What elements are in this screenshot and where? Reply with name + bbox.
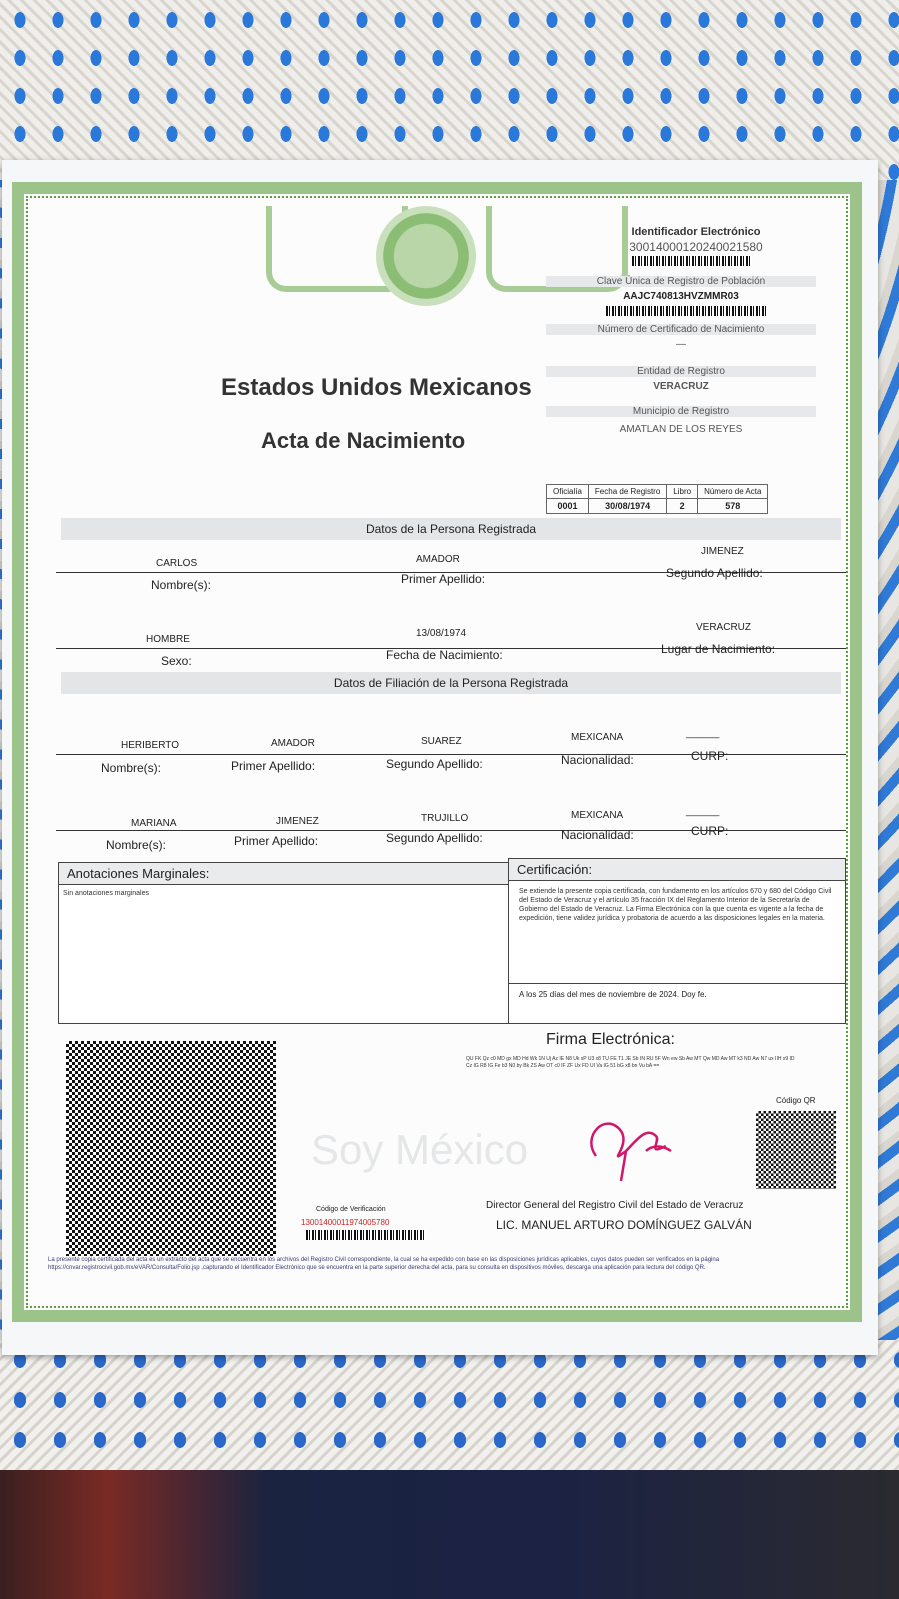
registro-table [546, 484, 768, 514]
padre-nacionalidad-label: Nacionalidad: [561, 753, 634, 767]
filiacion-section-title: Datos de Filiación de la Persona Registrada [61, 672, 841, 694]
footer-note: La presente copia certificada del acta es un extracto del acta que se encuentra en los archivos del Registro Civil correspondiente, la cual se ha expedido con base en las disposiciones jurídicas aplicables, cuyos datos pueden ser verificados en la página https://cnvar.registrocivil.gob.mx/eVAR/Consulta/Folio.jsp ,capturando el Identificador Electrónico que se encuentra en la parte superior derecha del acta, para su consulta en dispositivos móviles, descarga una aplicación para lectura del código QR. [48, 1257, 720, 1271]
entidad-value: VERACRUZ [653, 381, 709, 392]
small-qr-code [756, 1111, 836, 1189]
floor-background [0, 1470, 899, 1599]
madre-nombre-value: MARIANA [131, 818, 177, 829]
certificacion-fecha: A los 25 días del mes de noviembre de 2024. Doy fe. [519, 990, 707, 999]
padre-nombre-label: Nombre(s): [101, 761, 162, 775]
verificacion-value: 13001400011974005780 [301, 1218, 390, 1227]
municipio-label: Municipio de Registro [546, 406, 816, 417]
lugar-nacimiento-label: Lugar de Nacimiento: [661, 642, 776, 656]
identificador-label: Identificador Electrónico [631, 226, 761, 238]
national-seal-icon [376, 206, 476, 306]
madre-nacionalidad-label: Nacionalidad: [561, 828, 634, 842]
curp-label: Clave Única de Registro de Población [546, 276, 816, 287]
padre-nombre-value: HERIBERTO [121, 740, 179, 751]
sexo-value: HOMBRE [146, 634, 190, 645]
firma-title: Firma Electrónica: [546, 1031, 675, 1048]
verificacion-barcode [306, 1230, 426, 1240]
madre-segundo-apellido-value: TRUJILLO [421, 813, 469, 824]
libro-value: 2 [667, 499, 698, 514]
madre-nacionalidad-value: MEXICANA [571, 810, 624, 821]
segundo-apellido-label: Segundo Apellido: [666, 566, 763, 580]
lugar-nacimiento-value: VERACRUZ [696, 622, 752, 633]
identificador-value: 30014000120240021580 [629, 240, 763, 254]
large-qr-code [66, 1041, 276, 1256]
entidad-label: Entidad de Registro [546, 366, 816, 377]
municipio-value: AMATLAN DE LOS REYES [619, 424, 743, 435]
nombre-value: CARLOS [156, 558, 198, 569]
identificador-barcode [632, 256, 752, 266]
qr-label: Código QR [776, 1096, 816, 1105]
signature-icon [576, 1106, 686, 1186]
certificate-border [12, 182, 862, 1322]
madre-segundo-apellido-label: Segundo Apellido: [386, 831, 483, 845]
padre-primer-apellido-value: AMADOR [271, 738, 315, 749]
numero-acta-header: Número de Acta [698, 485, 768, 499]
anotaciones-title: Anotaciones Marginales: [59, 863, 509, 885]
primer-apellido-label: Primer Apellido: [401, 572, 486, 586]
fecha-nacimiento-label: Fecha de Nacimiento: [386, 648, 503, 662]
nombre-label: Nombre(s): [151, 578, 212, 592]
numero-acta-value: 578 [698, 499, 768, 514]
padre-segundo-apellido-value: SUAREZ [421, 736, 462, 747]
firma-hash: QU FK Qz c0 MD gx MD Hd Wk 1N Uj Az IE N8 Uk xP U3 x8 TU FE T1 JE Sb IN RU 5F Wn ew Sb Aw MT Qw MD Aw MT k3 ND Aw N7 ux IIH x9 ID Cz IG R8 IG Fe b3 N0 by Bk ZS Aw OT c0 IF ZF Ux FD UI Va IG 51 bG x8 bn Vu bA == [466, 1056, 795, 1069]
fecha-registro-header: Fecha de Registro [588, 485, 666, 499]
sexo-label: Sexo: [161, 654, 192, 668]
madre-curp-label: CURP: [691, 824, 729, 838]
fecha-registro-value: 30/08/1974 [588, 499, 666, 514]
anotaciones-text: Sin anotaciones marginales [63, 890, 149, 897]
verificacion-label: Código de Verificación [316, 1206, 386, 1213]
padre-curp-value: ______ [686, 728, 720, 739]
birth-certificate-paper [2, 160, 878, 1355]
madre-nombre-label: Nombre(s): [106, 838, 167, 852]
anotaciones-box [58, 862, 510, 1024]
soy-mexico-watermark: Soy México [311, 1126, 529, 1173]
certificacion-box [508, 858, 846, 1024]
primer-apellido-value: AMADOR [416, 554, 460, 565]
certificado-label: Número de Certificado de Nacimiento [546, 324, 816, 335]
director-name: LIC. MANUEL ARTURO DOMÍNGUEZ GALVÁN [496, 1218, 752, 1232]
persona-section-title: Datos de la Persona Registrada [61, 518, 841, 540]
certificado-value: — [676, 339, 686, 350]
padre-nacionalidad-value: MEXICANA [571, 732, 624, 743]
director-title: Director General del Registro Civil del Estado de Veracruz [486, 1200, 744, 1211]
padre-primer-apellido-label: Primer Apellido: [231, 759, 316, 773]
libro-header: Libro [667, 485, 698, 499]
madre-primer-apellido-value: JIMENEZ [276, 816, 319, 827]
country-title: Estados Unidos Mexicanos [221, 374, 532, 401]
madre-primer-apellido-label: Primer Apellido: [234, 834, 319, 848]
segundo-apellido-value: JIMENEZ [701, 546, 744, 557]
padre-segundo-apellido-label: Segundo Apellido: [386, 757, 483, 771]
curp-value: AAJC740813HVZMMR03 [623, 291, 739, 302]
certificacion-title: Certificación: [509, 859, 845, 881]
curp-barcode [606, 306, 766, 316]
oficialia-header: Oficialía [547, 485, 589, 499]
certificacion-text: Se extiende la presente copia certificada, con fundamento en los artículos 670 y 680 del Código Civil del Estado de Veracruz y el artículo 35 fracción IX del Reglamento Interior de la Secretaría de Gobierno del Estado de Veracruz. La Firma Electrónica con la que cuenta es vigente a la fecha de expedición, tiene validez jurídica y probatoria de acuerdo a las disposiciones legales en la materia. [509, 881, 845, 984]
padre-curp-label: CURP: [691, 749, 729, 763]
document-title: Acta de Nacimiento [261, 428, 466, 453]
lace-tablecloth-top [0, 0, 899, 180]
oficialia-value: 0001 [547, 499, 589, 514]
fecha-nacimiento-value: 13/08/1974 [416, 628, 467, 639]
madre-curp-value: ______ [686, 806, 720, 817]
